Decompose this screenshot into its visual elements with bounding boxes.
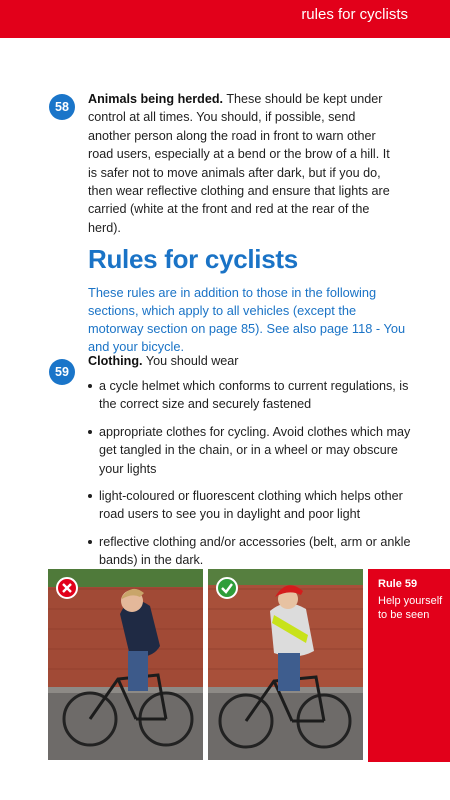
tick-icon [216, 577, 238, 599]
rule-label-box [368, 569, 450, 762]
list-item: appropriate clothes for cycling. Avoid clothes which may get tangled in the chain, or in a wheel or may obscure your lights [88, 423, 413, 478]
rule-59-heading: Clothing. [88, 354, 143, 368]
list-item: a cycle helmet which conforms to current regulations, is the correct size and securely fastened [88, 377, 413, 414]
rule-58-body: These should be kept under control at all times. You should, if possible, send another person along the road in front to warn other road users, especially at a bend or the brow of a hill. It is safer not to move animals after dark, but if you do, then wear reflective clothing and ensure that lights are carried (white at the front and red at the rear of the herd). [88, 92, 390, 235]
cross-icon [56, 577, 78, 599]
photo-dark-clothing [48, 569, 203, 760]
page-header [0, 0, 450, 38]
list-item: reflective clothing and/or accessories (belt, arm or ankle bands) in the dark. [88, 533, 413, 570]
rule-58-heading: Animals being herded. [88, 92, 224, 106]
rule-59-intro [88, 352, 400, 370]
list-item: light-coloured or fluorescent clothing which helps other road users to see you in daylight and poor light [88, 487, 413, 524]
rule-label: Rule 59 [378, 578, 418, 590]
rule-58-text [88, 90, 400, 237]
header-title: rules for cyclists [301, 6, 408, 23]
rule-59-lead: You should wear [142, 354, 239, 368]
rule-59-badge: 59 [49, 359, 75, 385]
photo-helmet-bright-clothing [208, 569, 363, 760]
rule-58-badge: 58 [49, 94, 75, 120]
section-title: Rules for cyclists [88, 244, 298, 274]
section-intro: These rules are in addition to those in the following sections, which apply to all vehicles (except the motorway section on page 85). See also page 118 - You and your bicycle. [88, 285, 406, 354]
figure-caption: Help yourself to be seen [378, 595, 443, 621]
clothing-list [88, 377, 413, 579]
